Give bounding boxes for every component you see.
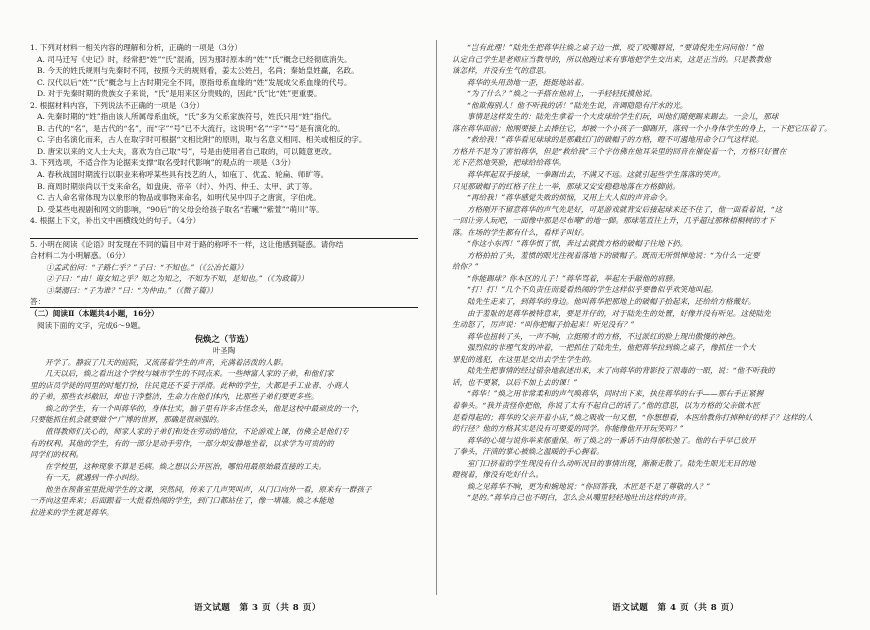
text-line: 了拳头，汗渍的掌心被焕之温暖的手心握着。 [452,447,604,457]
text-line: 着拳头。“我并责怪你把他，你说了太有不起自己的话了。”他的意思，以为方格的父亲做木匠 [452,400,760,410]
text-line: “他欺侮别人！他不听我的话！”陆先生说，音调隐隐有汗水的光。 [467,100,688,110]
text-line: A. 司马迁写《史记》时，经常把“姓”“氏”混淆，因为那时原本的“姓”“氏”概念已经彻底消失。 [37,54,352,64]
text-line: 的子弟，那些衣衫敝旧，却也干净整洁，生命力在他们体内，比那些子弟们要更多些。 [30,392,319,402]
text-line [30,227,418,239]
text-line: 只要能抓住机会就要做个“广博的世界，那确是很顽强的。 [30,415,224,425]
text-line: 罪犯的逃犯，在这里是交出去学生学生的。 [452,354,597,364]
text-line: 倪焕之（节选） [194,333,254,344]
text-line: A. 春秋战国时期流行以职业来称呼某些具有技艺的人，如庖丁、优孟、轮扁、师旷等。 [37,170,329,180]
text-line: 在学校里，这种现象不算是毛病。焕之想以公开医治，哪怕用最原始最直接的工夫。 [45,461,326,471]
text-line: 一齐向这里奔来；后面跟着一大批看热闹的学生，到门口都站住了，像一堵墙。焕之本能地 [30,496,334,506]
text-line: B. 古代的“名”，是古代的“名”，而“字”“号”已不大流行，这说明“名”“字”“号”是有演化的。 [37,123,345,133]
text-line: ③桀溺曰：“子为谁？”曰：“为仲由。”（《微子篇》） [46,285,218,295]
text-line: 值得教师们关心的，师家人家的子弟们和处在劳动的地位，不论游戏上课，仿佛全是他们专 [45,426,349,436]
text-line: “为了什么？”焕之一手搭在他肩上，一手轻轻抚摸他说。 [467,89,658,99]
text-line: 方格并不是为了害怕蒋华，但是“救给我”三个字仿佛在他耳朵里的回音在催促着一个，方格只好置在 [452,146,787,156]
text-line: 合材料二为小明解惑。（6分） [30,251,130,261]
text-line: “再给我！”蒋华感觉失败的烦恼，又用上大人似的声音命令。 [467,193,673,203]
text-line: 认定自己学生是老师应当教导的，所以他跑过来有事地把学生交出来，这是正当的。只是教教他 [452,54,771,64]
text-line: 由于羞耻的是蒋华被特意来，要是并仔的，对于陆先生的处置，好像并没有听见。这使陆先 [467,308,771,318]
text-line: “你这小东西！”蒋华恨了恨，奔过去就拨方格的破帽子往地下扔。 [467,239,688,249]
text-line: “救给我！”蒋华看见球球的是那截红门的破帽子的方格，瞪不可遏地用命令口气这样说。 [467,135,764,145]
text-line: B. 商周时期崇尚以干支来命名，如盘庚、帝辛（纣）、外丙、仲壬、太甲、武丁等。 [37,181,317,191]
text-line: 叶圣陶 [212,346,236,356]
text-line: 焕之见蒋华不响，更为和婉地说：“你回答我，木匠是不是了尊敬的人？” [467,481,711,491]
text-line: 方格拍拍了头，羞愤的眼光注视着落地下的破帽子。既而无所惧惮地说：“为什么一定要 [467,250,760,260]
text-line: B. 今天的姓氏规则与先秦时不同，按照今天的规则看，姜太公姓吕，名尚；秦始皇姓赢，名政。 [37,66,359,76]
text-line: “蒋华！”焕之用非常柔和的声气唤蒋华，同时出下来，执住蒋华的右手——那右手正紧握 [467,389,764,399]
right-page-column [452,42,840,590]
text-line: 是看得起的；蒋华的父亲开着小店，”焕之吸收一句又想，“你想想看，本医给教你打掉种好的样子？这样的人 [452,412,813,422]
text-line: 的行径？他的方格其实是没有可要爱的同学。你能像他开开玩笑吗？” [452,424,684,434]
text-line: 开学了。静寂了几天的庭院，又流荡着学生的声音，充满着活泼的人影。 [45,357,288,367]
left-page-column [30,42,418,590]
text-line: 陆先生把事情的经过错杂地叙述出来，末了向蒋华的背影投了很毒的一眼，说：“他不听我的 [467,366,775,376]
text-line: 只见那破帽子的红格子往上一举，那球又安安稳稳地落在方格脚前。 [452,181,680,191]
text-line: 事情是这样发生的：陆先生拿着一个大皮球给学生们玩，叫他们随便踢来踢去。一会儿，那球 [467,112,779,122]
text-line: “是的。”蒋华自己也不明白，怎么会从嘴里轻轻地吐出这样的声音。 [467,493,692,503]
text-line: 给你？” [452,262,479,272]
text-line: 4. 根据上下文，补出文中画横线处的句子。（4分） [30,216,201,226]
text-line: 陆先生走来了，到蒋华的身边。他叫蒋华把那地上的破帽子拾起来，还给给方格戴好。 [467,297,756,307]
text-line: 几天以后，焕之看出这个学校与城市学生的不同点来。一些绅富人家的子弟，和他们家 [45,369,334,379]
text-line: 蒋华也扭转了头，一声不响，立挺刚才的方格，不过派红的脸上现出傲慢的神色。 [467,331,741,341]
text-line: （二）阅读Ⅱ（本题共4小题，16分） [30,309,159,319]
text-line: A. 先秦时期的“姓”指由该人所属母系血统，“氏”多为父系家族符号，姓氏只用“姓”指代。 [37,112,337,122]
text-line: 蒋华的头用劲地一歪，挺挺地站着。 [467,77,589,87]
text-line: 2. 根据材料内容，下列说法不正确的一项是（3分） [30,100,204,110]
text-line: C. 汉代以后“姓”“氏”概念与上古时期完全不同，原指母系血缘的“姓”发展成父系血缘的代号。 [37,77,352,87]
page-divider [436,40,437,595]
text-line: 答： [30,296,418,308]
left-page-footer: 语文试题 第 3 页（共 8 页） [194,603,321,613]
text-line: C. 字由名演化而来，古人在取字时可根据“文相比附”的原则，取与名意义相同、相关或相反的字。 [37,135,367,145]
text-line: 光下茫然地笑脸，把球给给蒋华。 [452,158,566,168]
text-line: 阅读下面的文字，完成6～9题。 [37,321,146,331]
text-line: 有一天，就遇到一件小纠纷。 [45,473,144,483]
text-line: 生动怒了，厉声说：“叫你把帽子拾起来！听见没有？” [452,320,635,330]
text-line: “你能踢球？你本区的儿子！”蒋华骂着，举起左手敲他的肩膀。 [467,273,680,283]
text-line: 同学们的权利。 [30,450,84,460]
text-line: 他坐在预备室里批阅学生的文课，突然间，传来了几声哭叫声，从门口向外一看，原来有一群孩子 [45,484,372,494]
text-line: “岂有此理！”陆先生把蒋华往焕之桌子边一推，咬了咬嘴唇说，“要请倪先生问问他！”他 [467,43,764,52]
text-line: 瞪视着，像没有吃好什么。 [452,470,544,480]
text-line: D. 受某些电视剧和网文的影响，“90后”的父母会给孩子取名“若曦”“紫萱”“萌川”等。 [37,204,324,214]
text-line: 室门口挤着的学生现没有什么动听况目的事情出现，渐渐走散了。陆先生眼光无目的地 [467,458,756,468]
text-line: ①孟武伯问：“子路仁乎？”子曰：“不知也。”（《公冶长篇》） [46,262,248,272]
text-line: 有的权利。其他的学生，有的一部分是动手劳作，一部分却安静地坐着，以求学为可贵的的 [30,438,334,448]
text-line: 蒋华挥起双手接球，一拳踢出去，不满又不远。这就引起些学生落落的笑声。 [467,170,726,180]
text-line: ②子曰：“由！诲女知之乎？知之为知之，不知为不知，是知也。”（《为政篇》） [46,274,309,284]
text-line: C. 古人命名常体现为以象形的物品或事物来命名，如明代吴中四子之唐寅，字伯虎。 [37,193,321,203]
text-line: 5. 小明在阅读《论语》时发现在不同的篇目中对于路的称呼不一样，这让他感到疑惑。请你结 [30,239,344,249]
text-line: D. 对于先秦时期的贵族女子来说，“氏”是用来区分贵贱的，因此“氏”比“姓”更重要。 [37,89,322,99]
text-line: 落。在场的学生都有什么，看样子叫好。 [452,227,589,237]
text-line: 1. 下列对材料一相关内容的理解和分析，正确的一项是（3分） [30,43,242,52]
text-line: 话，也不要紧，以后不加上去的课！” [452,377,578,387]
text-line: 落在蒋华面前；他刚要接上去捧住它，却被一个小孩子一脚踢开，落到一个小身体学生的身上，一下把它压着了。 [452,123,832,133]
text-line: D. 唐宋以来的文人士大夫，喜欢为自己取“号”，号是由使用者自己取的，可以随意更改。 [37,146,337,156]
text-line: 里的店员学徒的同里的时髦打扮，往民竟还不妥于浮滑。此种的学生，大都是手工业者、小商人 [30,380,349,390]
text-line: 一回让旁人玩吧，一面像中那是尽布嘲”的地一脚。那球笔直往上升，几乎超过那株梧桐树的才下 [452,216,775,226]
text-line: “打！打！”几个不负责任而爱看热闹的学生这样似乎要鲁似乎欢笑地叫起。 [467,285,718,295]
text-line: 该怎样，并没有生气的意思。 [452,66,551,76]
text-line: 强烈似的非理气发的冲着，一把抓住了陆先生，他把蒋华拉到焕之桌子，像抓住一个大 [467,343,756,353]
text-line: 3. 下列选项，不适合作为论据来支撑“取名受时代影响”的观点的一项是（3分） [30,158,296,168]
text-line: 蒋华的心境与说你举来郁重保。听了焕之的一番话不由得郁松弛了。他的右手早已放开 [467,435,756,445]
text-line: 拉进来的学生就是蒋华。 [30,507,114,517]
right-page-footer: 语文试题 第 4 页（共 8 页） [612,603,739,613]
text-line: 方格刚开不留意蒋华的声气先是好，可是游戏就背安后接起球来还不住了，他一面看着说，“这 [467,204,783,214]
text-line: 焕之的学生，有一个叫蒋华的，身体壮实，脑子里有许多古怪念头，他是这校中最顽皮的一个， [45,403,364,413]
